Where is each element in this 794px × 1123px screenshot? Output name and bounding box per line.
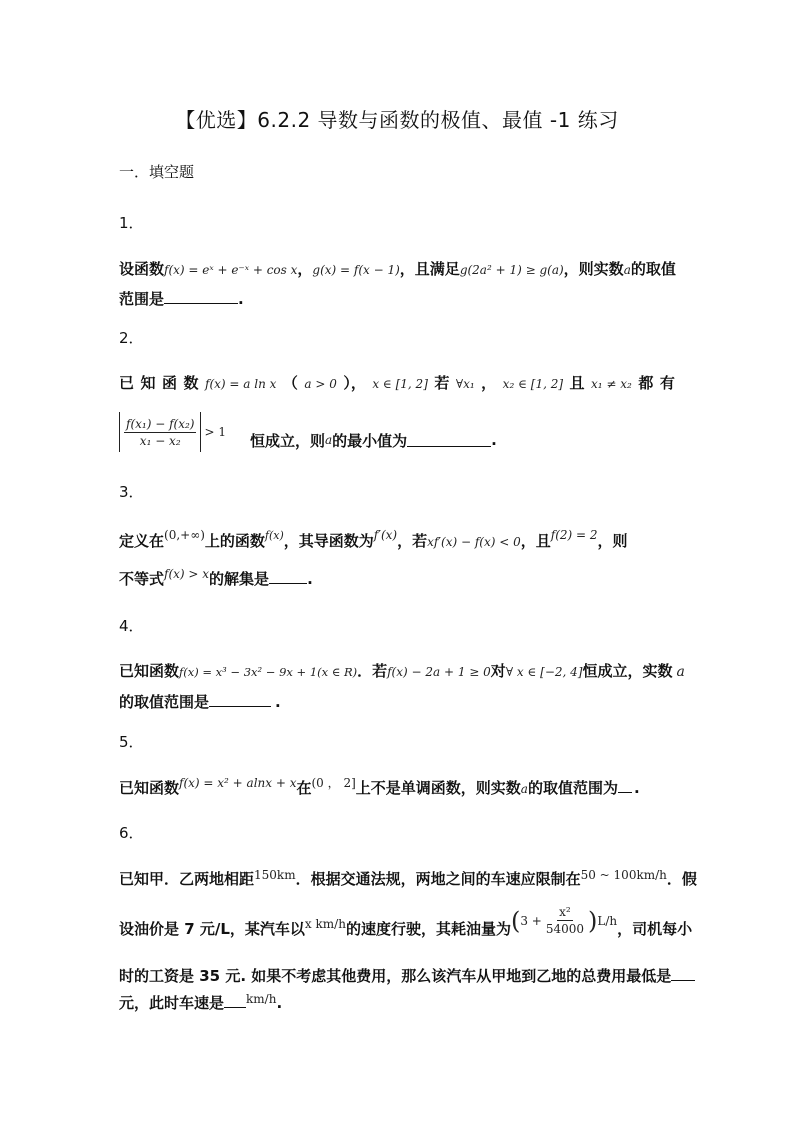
q2-text: 恒成立，则 — [249, 431, 325, 450]
q1-condition: g(2a² + 1) ≥ g(a) — [459, 263, 564, 277]
q1-formula-f: f(x) = eˣ + e⁻ˣ + cos x — [164, 263, 298, 277]
q4-var-a: a — [676, 664, 685, 680]
q6-text: ．假 — [666, 870, 697, 888]
answer-blank[interactable] — [407, 434, 491, 447]
q3-text: ，则 — [597, 532, 628, 550]
q3-derivative: f′(x) — [373, 528, 398, 542]
q2-word: ）， — [343, 374, 366, 392]
q1-text: 范围是 — [119, 290, 165, 308]
question-1-number: 1． — [119, 214, 144, 232]
q1-text: 设函数 — [119, 260, 165, 278]
q4-text: . — [275, 693, 281, 711]
q2-word: 函 — [162, 374, 178, 392]
question-6-line-1 — [119, 868, 697, 889]
q2-var-a: a — [324, 433, 333, 447]
q1-text: ，则实数 — [563, 260, 624, 278]
q5-formula-f: f(x) = x² + alnx + x — [179, 776, 297, 790]
question-4-line-2 — [119, 691, 675, 712]
q2-condition-a: a > 0 — [304, 377, 337, 391]
q2-domain-x2: x₂ ∈ [1, 2] — [502, 377, 564, 391]
q3-condition: xf′(x) − f(x) < 0 — [427, 535, 521, 549]
q3-text: 定义在 — [119, 532, 165, 550]
q4-condition: f(x) − 2a + 1 ≥ 0 — [387, 665, 491, 679]
q6-fuel-constant: 3 + — [520, 913, 542, 928]
q3-text: ，若 — [397, 532, 428, 550]
paren-left: ( — [510, 906, 521, 935]
q6-text: 元，此时车速是 — [119, 994, 225, 1012]
q5-var-a: a — [520, 782, 528, 796]
answer-blank[interactable] — [269, 571, 307, 584]
q3-text: 上的函数 — [204, 532, 265, 550]
q2-forall-x1: ∀x₁ — [455, 377, 475, 391]
q4-text: 恒成立，实数 — [582, 662, 673, 680]
question-2-line-1 — [119, 372, 675, 393]
q2-word: （ — [282, 374, 298, 392]
q1-text: ，且满足 — [399, 260, 460, 278]
q2-word: 且 — [569, 374, 585, 392]
answer-blank[interactable] — [209, 694, 271, 707]
question-6-line-3 — [119, 965, 675, 986]
q3-text: ，且 — [520, 532, 551, 550]
q5-text: 的取值范围为 — [527, 779, 618, 797]
q2-word: ， — [481, 374, 497, 392]
question-1-line-2 — [119, 288, 675, 309]
q6-text: 设油价是 7 元/L，某汽车以 — [119, 920, 305, 938]
section-heading: 一．填空题 — [119, 163, 195, 181]
q2-text: . — [491, 431, 497, 449]
fraction-denominator: 54000 — [545, 922, 585, 936]
q2-formula-f: f(x) = a ln x — [205, 377, 277, 391]
q6-text: 已知甲．乙两地相距 — [119, 870, 255, 888]
q5-text: 上不是单调函数，则实数 — [355, 779, 521, 797]
q4-text: ．若 — [357, 662, 388, 680]
fraction-denominator: x₁ − x₂ — [139, 433, 181, 448]
q6-speed-unit: km/h — [246, 992, 277, 1006]
q2-word: 都 — [638, 374, 654, 392]
q2-word: 数 — [183, 374, 199, 392]
q2-word: 知 — [140, 374, 156, 392]
question-6-line-4 — [119, 992, 675, 1013]
q3-text: 不等式 — [119, 570, 165, 588]
q6-fuel-unit: L/h — [597, 913, 618, 928]
q2-word: 有 — [659, 374, 675, 392]
q3-text: ，其导函数为 — [283, 532, 374, 550]
question-6-line-2 — [119, 904, 693, 941]
q4-text: 对 — [490, 662, 506, 680]
q6-text: . — [276, 994, 283, 1012]
q2-abs-fraction — [119, 412, 226, 452]
q6-text: 的速度行驶，其耗油量为 — [345, 920, 511, 938]
q5-text: 已知函数 — [119, 779, 180, 797]
q4-text: 的取值范围是 — [119, 693, 210, 711]
question-5-line-1 — [119, 777, 675, 798]
fraction — [542, 904, 588, 937]
fraction-numerator: x² — [559, 905, 571, 919]
q5-text: . — [633, 779, 640, 797]
page-title: 【优选】6.2.2 导数与函数的极值、最值 -1 练习 — [175, 108, 619, 132]
q2-word: 已 — [119, 374, 135, 392]
q1-text: ， — [297, 260, 313, 278]
paren-right: ) — [588, 906, 598, 935]
question-4-line-1 — [119, 660, 685, 681]
q6-speed-limit: 50 ~ 100km/h — [580, 868, 667, 882]
question-6-number: 6． — [119, 824, 144, 842]
q1-var-a: a — [623, 263, 631, 277]
q6-distance: 150km — [254, 868, 296, 882]
q5-text: 在 — [296, 779, 312, 797]
q3-fx: f(x) — [264, 529, 284, 542]
q4-forall: ∀ x ∈ [−2, 4] — [505, 665, 583, 679]
q3-text: . — [307, 570, 313, 588]
question-3-line-2 — [119, 568, 675, 589]
abs-bar-right — [200, 412, 201, 452]
q1-text: 的取值 — [630, 260, 676, 278]
question-4-number: 4． — [119, 617, 144, 635]
answer-blank[interactable] — [224, 995, 246, 1008]
q6-fuel-expression — [511, 904, 617, 937]
question-5-number: 5． — [119, 733, 144, 751]
q4-formula-f: f(x) = x³ − 3x² − 9x + 1(x ∈ R) — [179, 665, 358, 679]
question-3-line-1 — [119, 530, 675, 551]
question-3-number: 3． — [119, 483, 144, 501]
q1-formula-g: g(x) = f(x − 1) — [312, 263, 400, 277]
q4-text: 已知函数 — [119, 662, 180, 680]
answer-blank[interactable] — [671, 968, 695, 981]
question-1-line-1 — [119, 258, 675, 279]
q6-text: ，司机每小 — [617, 920, 693, 938]
q3-text: 的解集是 — [209, 570, 270, 588]
q6-text: ．根据交通法规，两地之间的车速应限制在 — [295, 870, 581, 888]
q1-text: . — [238, 290, 244, 308]
q2-domain-x: x ∈ [1, 2] — [372, 377, 428, 391]
q2-text: 的最小值为 — [332, 431, 408, 450]
q5-interval: (0 ， 2] — [311, 776, 356, 790]
answer-blank[interactable] — [164, 291, 238, 304]
q2-word: 若 — [434, 374, 450, 392]
q3-interval: (0,+∞) — [164, 528, 205, 542]
question-2-line-2 — [119, 412, 675, 452]
q2-neq: x₁ ≠ x₂ — [591, 377, 632, 391]
q6-text: 时的工资是 35 元. 如果不考虑其他费用，那么该汽车从甲地到乙地的总费用最低是 — [119, 967, 672, 985]
fraction — [120, 416, 200, 449]
question-2-number: 2． — [119, 329, 144, 347]
q3-inequality: f(x) > x — [164, 567, 210, 581]
q3-f2: f(2) = 2 — [550, 528, 598, 542]
fraction-numerator: f(x₁) − f(x₂) — [126, 416, 195, 431]
q6-speed-x: x km/h — [304, 917, 346, 931]
answer-blank[interactable] — [618, 780, 632, 793]
q2-gt-one: > 1 — [204, 425, 226, 439]
